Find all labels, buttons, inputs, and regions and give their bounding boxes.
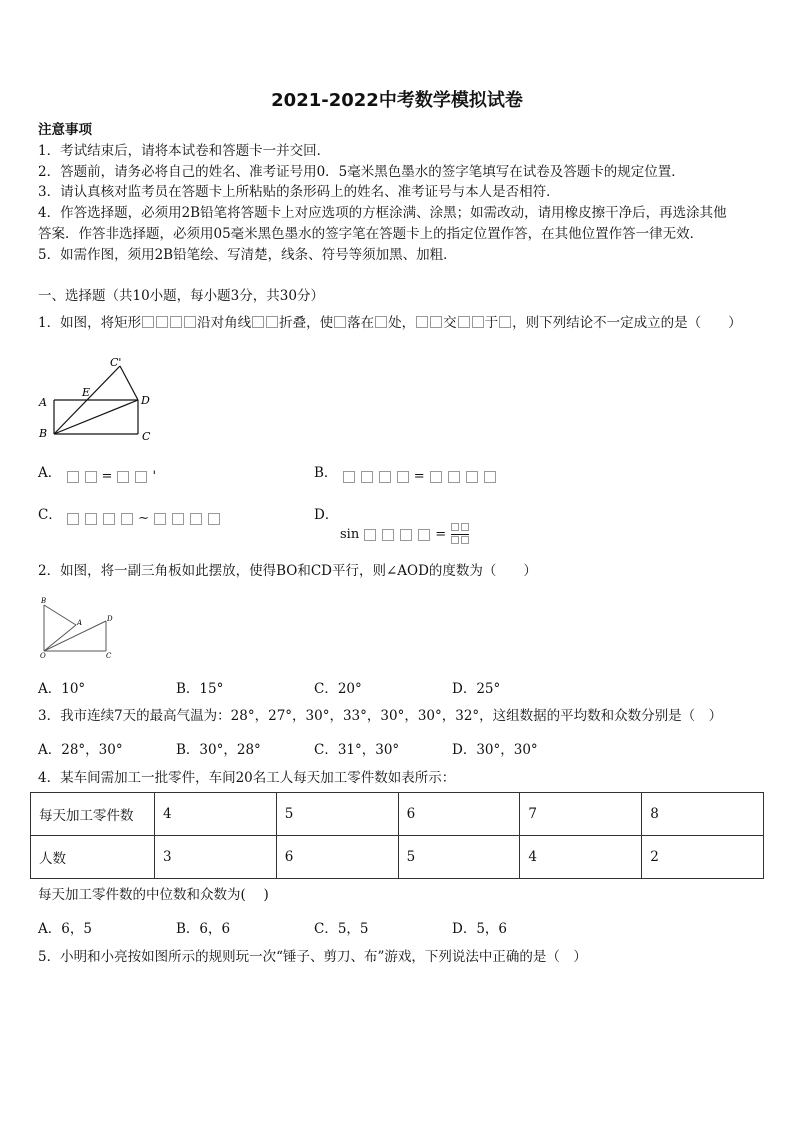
table-cell: 3 (155, 836, 277, 879)
question-2-option-c[interactable]: C．20° (314, 681, 362, 697)
table-cell: 5 (398, 836, 520, 879)
question-3-stem: 3．我市连续7天的最高气温为：28°，27°，30°，33°，30°，30°，32°，这组数据的平均数和众数分别是（ ） (38, 708, 723, 724)
question-2-stem: 2．如图，将一副三角板如此摆放，使得BO和CD平行，则∠AOD的度数为（ ） (38, 563, 537, 579)
question-1-option-c[interactable]: C． ∼ (38, 503, 221, 526)
figure-label-o: O (40, 652, 46, 659)
notice-heading: 注意事项 (38, 122, 92, 138)
table-cell: 8 (642, 793, 764, 836)
question-4-option-d[interactable]: D．5，6 (452, 921, 508, 937)
question-3-option-d[interactable]: D．30°，30° (452, 742, 538, 758)
table-cell: 5 (276, 793, 398, 836)
table-cell: 6 (398, 793, 520, 836)
figure-label-d: D (107, 615, 113, 623)
question-1-stem: 1．如图，将矩形 沿对角线 折叠，使 落在 处， 交 于 ，则下列结论不一定成立的是（ ） (38, 315, 742, 331)
notice-item: 5．如需作图，须用2B铅笔绘、写清楚，线条、符号等须加黑、加粗． (38, 247, 457, 263)
question-4-option-a[interactable]: A．6，5 (38, 921, 92, 937)
question-2-option-d[interactable]: D．25° (452, 681, 501, 697)
question-2-figure (36, 595, 116, 659)
question-3-option-c[interactable]: C．31°，30° (314, 742, 400, 758)
figure-label-c-prime: C' (110, 356, 122, 369)
notice-item: 3．请认真核对监考员在答题卡上所粘贴的条形码上的姓名、准考证号与本人是否相符． (38, 184, 560, 200)
figure-label-e: E (82, 386, 91, 399)
figure-label-a: A (77, 619, 83, 627)
figure-label-d: D (141, 394, 150, 407)
table-cell: 每天加工零件数 (31, 793, 155, 836)
table-row (31, 836, 764, 879)
question-2-option-b[interactable]: B．15° (176, 681, 224, 697)
question-4-option-b[interactable]: B．6，6 (176, 921, 231, 937)
table-cell: 4 (520, 836, 642, 879)
figure-label-c: C (142, 430, 151, 443)
table-cell: 人数 (31, 836, 155, 879)
figure-label-a: A (39, 396, 47, 409)
notice-item: 1．考试结束后，请将本试卷和答题卡一并交回． (38, 143, 331, 159)
figure-label-b: B (41, 597, 47, 605)
question-5-stem: 5．小明和小亮按如图所示的规则玩一次“锤子、剪刀、布”游戏，下列说法中正确的是（ ） (38, 949, 587, 965)
question-4-table (30, 792, 764, 879)
question-4-stem: 4．某车间需加工一批零件，车间20名工人每天加工零件数如表所示： (38, 770, 456, 786)
page-title: 2021-2022中考数学模拟试卷 (271, 90, 523, 111)
table-cell: 6 (276, 836, 398, 879)
notice-item: 答案．作答非选择题，必须用05毫米黑色墨水的签字笔在答题卡上的指定位置作答，在其他位置作答一律无效． (38, 226, 704, 242)
question-2-option-a[interactable]: A．10° (38, 681, 86, 697)
notice-item: 2．答题前，请务必将自己的姓名、准考证号用0．5毫米黑色墨水的签字笔填写在试卷及答题卡的规定位置． (38, 164, 685, 180)
question-1-option-d[interactable]: D． sin = (314, 503, 470, 546)
notice-item: 4．作答选择题，必须用2B铅笔将答题卡上对应选项的方框涂满、涂黑；如需改动，请用橡皮擦干净后，再选涂其他 (38, 205, 727, 221)
table-cell: 2 (642, 836, 764, 879)
question-4-option-c[interactable]: C．5，5 (314, 921, 369, 937)
question-3-option-a[interactable]: A．28°，30° (38, 742, 123, 758)
question-3-option-b[interactable]: B．30°，28° (176, 742, 261, 758)
question-4-prompt: 每天加工零件数的中位数和众数为( ) (38, 887, 269, 903)
table-cell: 7 (520, 793, 642, 836)
question-1-figure (34, 356, 164, 446)
figure-label-b: B (39, 427, 48, 440)
figure-label-c: C (106, 652, 112, 659)
table-cell: 4 (155, 793, 277, 836)
section-heading: 一、选择题（共10小题，每小题3分，共30分） (38, 288, 324, 304)
table-row (31, 793, 764, 836)
question-1-option-a[interactable]: A． = ' (38, 465, 157, 484)
question-1-option-b[interactable]: B． = (314, 461, 497, 484)
